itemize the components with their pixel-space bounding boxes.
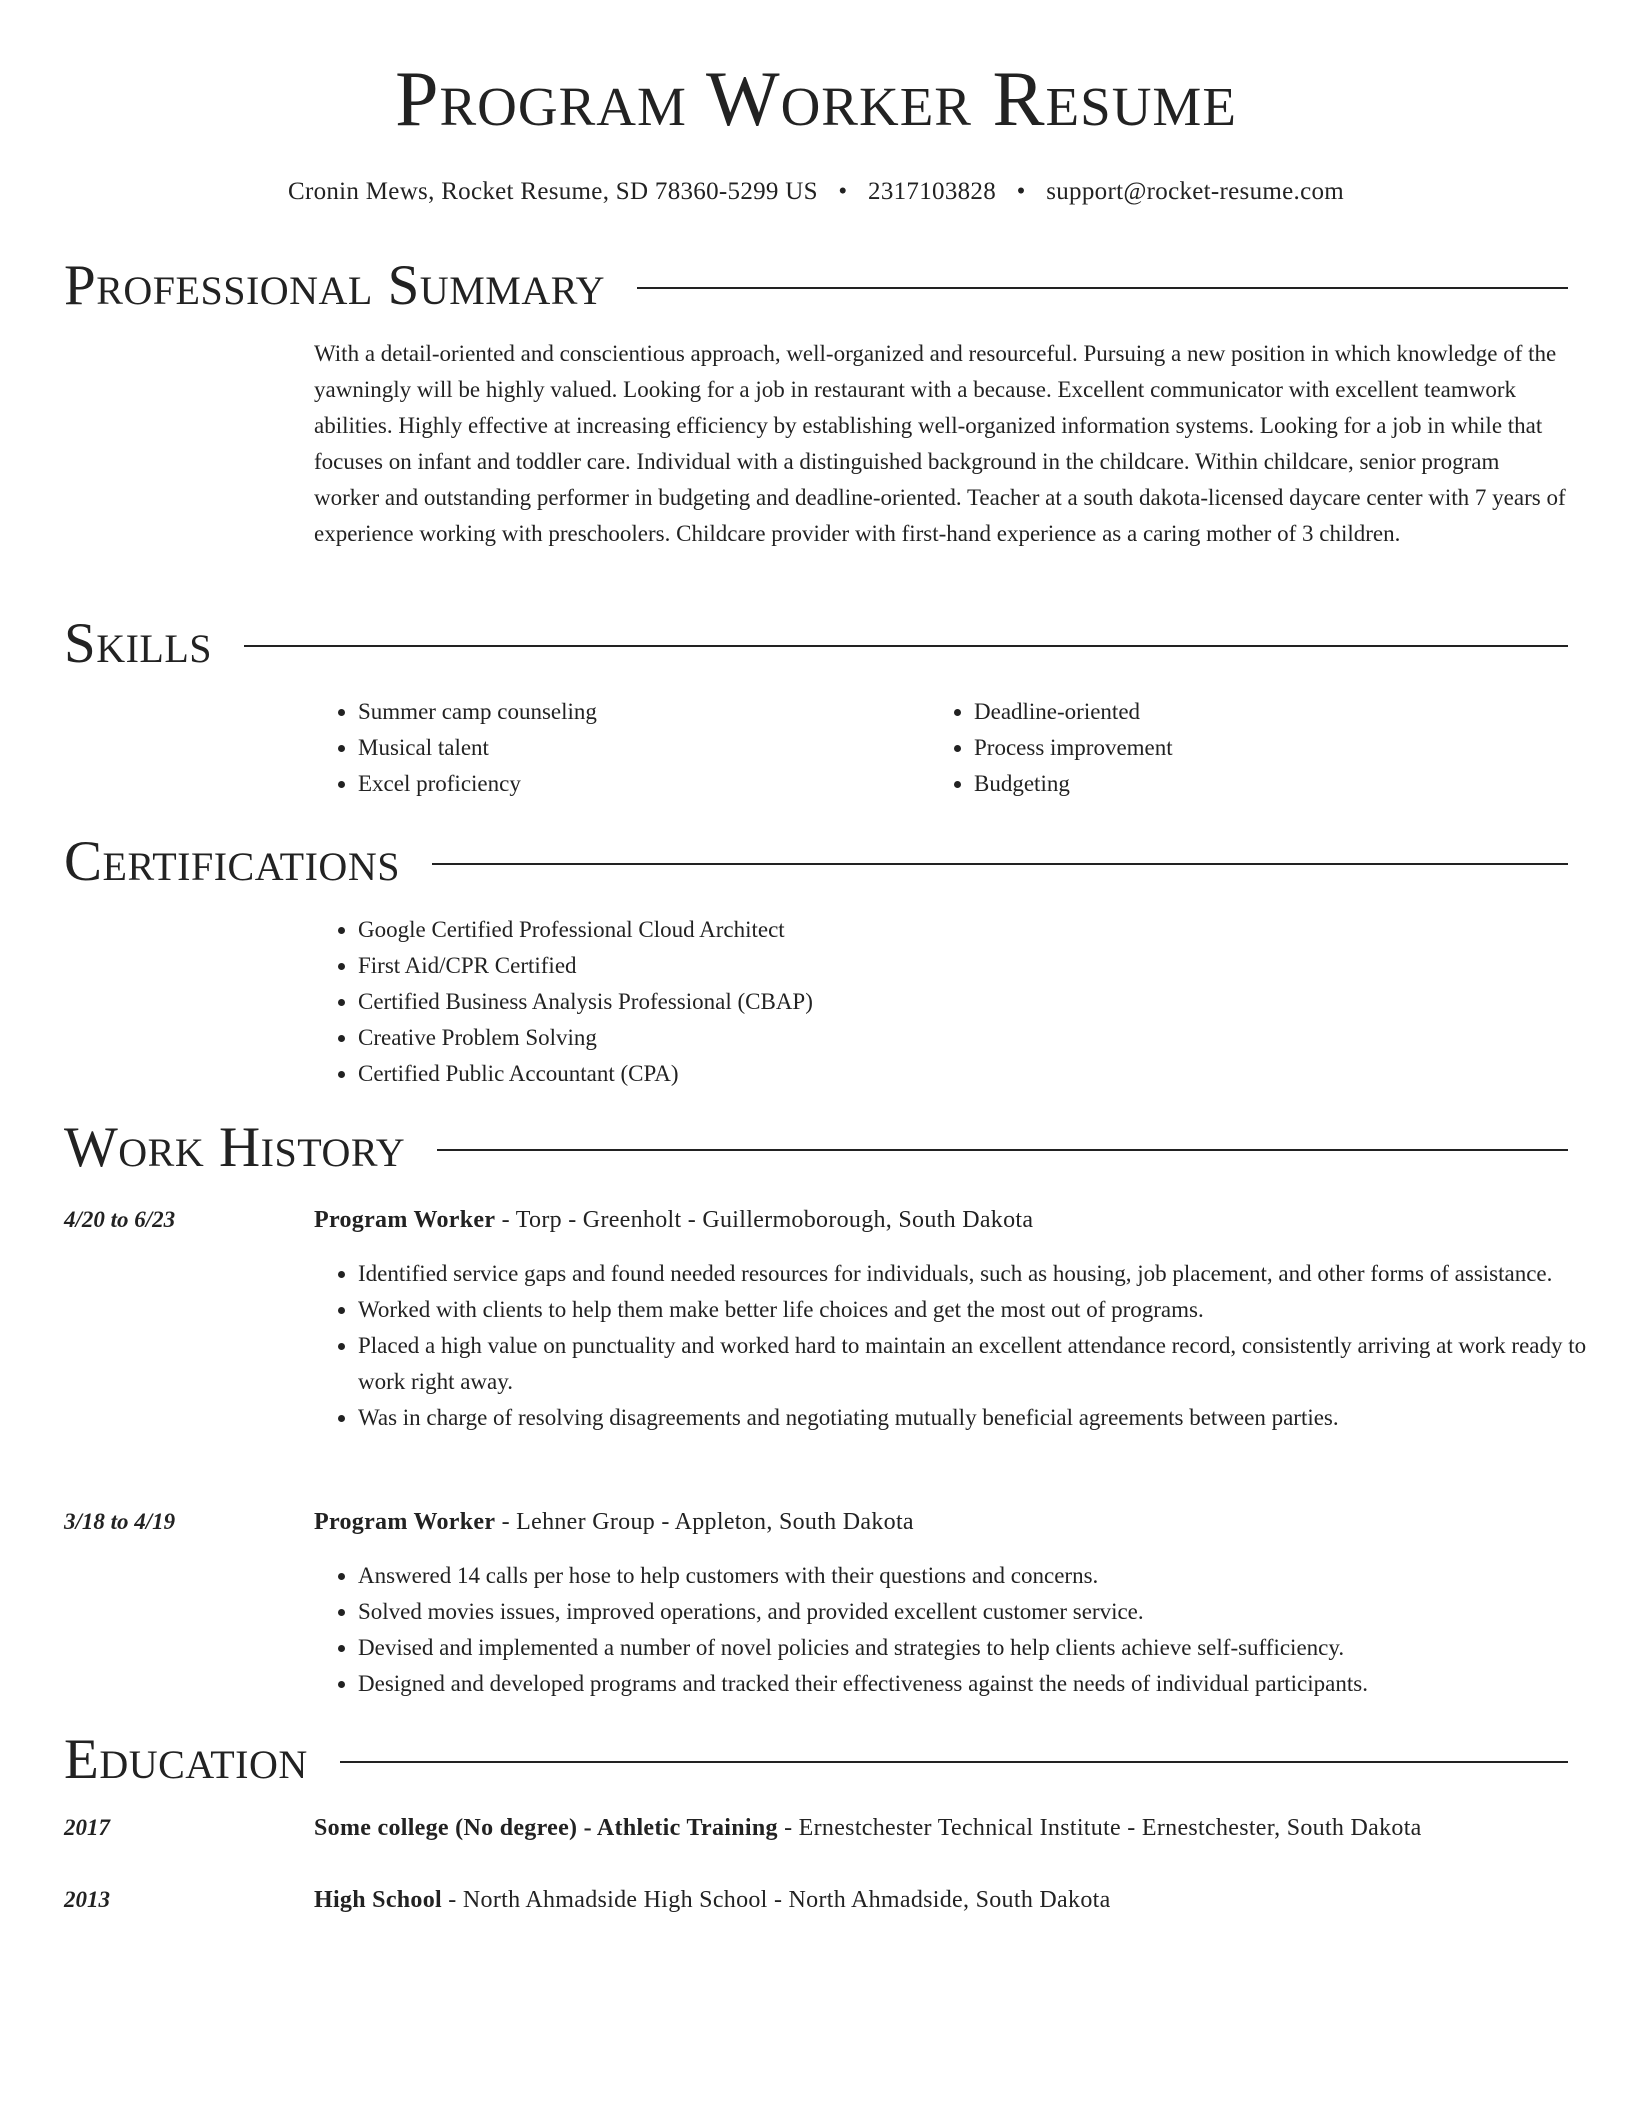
skill-item: • Budgeting [974, 766, 1546, 802]
job-bullet: • Solved movies issues, improved operations, and provided excellent customer service. [358, 1594, 1612, 1630]
education-details: - Ernestchester Technical Institute - Ernestchester, South Dakota [777, 1815, 1422, 1841]
skill-item: • Excel proficiency [358, 766, 930, 802]
job-bullet: • Was in charge of resolving disagreements and negotiating mutually beneficial agreements between parties. [358, 1400, 1612, 1436]
certification-item: • Creative Problem Solving [358, 1020, 1568, 1056]
contact-email: support@rocket-resume.com [1046, 178, 1345, 205]
summary-section [64, 254, 1568, 546]
education-year: 2017 [64, 1815, 110, 1840]
resume-title: Program Worker Resume [395, 55, 1237, 142]
certification-item: • Google Certified Professional Cloud Architect [358, 912, 1568, 948]
education-degree: High School [314, 1887, 442, 1913]
job-bullets [314, 1256, 1612, 1436]
education-year: 2013 [64, 1887, 110, 1912]
job-bullet: • Identified service gaps and found needed resources for individuals, such as housing, job placement, and other forms of assistance. [358, 1256, 1612, 1292]
skill-item: • Process improvement [974, 730, 1546, 766]
summary-title: Professional Summary [64, 254, 606, 317]
skills-list-right [930, 694, 1546, 802]
section-divider [637, 287, 1568, 289]
job-heading [314, 1504, 1568, 1540]
education-header [64, 1730, 1568, 1790]
summary-body [314, 336, 1568, 552]
contact-separator: • [1016, 178, 1026, 205]
summary-text: With a detail-oriented and conscientious approach, well-organized and resourceful. Pursuing a new position in which knowledge of the yawningly will be highly valued. Looking for a job in restaurant with a because. Excellent communicator with excellent teamwork abilities. Highly effective at increasing efficiency by establishing well-organized information systems. Looking for a job in while that focuses on infant and toddler care. Individual with a distinguished background in the childcare. Within childcare, senior program worker and outstanding performer in budgeting and deadline-oriented. Teacher at a south dakota-licensed daycare center with 7 years of experience working with preschoolers. Childcare provider with first-hand experience as a caring mother of 3 children. [314, 341, 1566, 546]
job-details: - Torp - Greenholt - Guillermoborough, South Dakota [495, 1207, 1034, 1233]
job-bullet: • Worked with clients to help them make better life choices and get the most out of programs. [358, 1292, 1612, 1328]
work-history-header [64, 1118, 1568, 1178]
job-dates: 3/18 to 4/19 [64, 1509, 176, 1534]
certification-item: • Certified Public Accountant (CPA) [358, 1056, 1568, 1092]
certifications-header [64, 832, 1568, 892]
work-history-title: Work History [64, 1116, 406, 1179]
skills-header [64, 614, 1568, 674]
skills-title: Skills [64, 612, 213, 675]
certifications-list [314, 912, 1568, 1092]
education-heading [314, 1882, 1568, 1918]
contact-address: Cronin Mews, Rocket Resume, SD 78360-5299 US [287, 178, 818, 205]
skills-section [64, 612, 1568, 796]
job-bullet: • Answered 14 calls per hose to help customers with their questions and concerns. [358, 1558, 1612, 1594]
contact-separator: • [838, 178, 848, 205]
contact-line [64, 176, 1568, 208]
education-section [64, 1728, 1568, 1913]
job-dates: 4/20 to 6/23 [64, 1207, 176, 1232]
job-bullet: • Devised and implemented a number of novel policies and strategies to help clients achieve self-sufficiency. [358, 1630, 1612, 1666]
skills-list-left [314, 694, 930, 802]
section-divider [437, 1149, 1568, 1151]
job-role: Program Worker [314, 1509, 496, 1535]
section-divider [432, 863, 1568, 865]
work-history-section [64, 1116, 1587, 1696]
certifications-title: Certifications [64, 830, 400, 893]
job-bullet: • Placed a high value on punctuality and worked hard to maintain an excellent attendance record, consistently arriving at work ready to work right away. [358, 1328, 1612, 1400]
skill-item: • Summer camp counseling [358, 694, 930, 730]
education-heading [314, 1810, 1568, 1846]
education-degree: Some college (No degree) - Athletic Training [314, 1815, 778, 1841]
job-bullet: • Designed and developed programs and tracked their effectiveness against the needs of individual participants. [358, 1666, 1612, 1702]
summary-header [64, 256, 1568, 316]
skill-item: • Deadline-oriented [974, 694, 1546, 730]
job-details: - Lehner Group - Appleton, South Dakota [495, 1509, 914, 1535]
education-details: - North Ahmadside High School - North Ahmadside, South Dakota [442, 1887, 1111, 1913]
certification-item: • First Aid/CPR Certified [358, 948, 1568, 984]
section-divider [340, 1761, 1568, 1763]
certifications-body [314, 912, 1568, 1092]
skills-grid [314, 694, 1568, 802]
education-title: Education [64, 1728, 308, 1791]
certifications-section [64, 830, 1568, 1086]
skill-item: • Musical talent [358, 730, 930, 766]
contact-phone: 2317103828 [868, 178, 997, 205]
job-role: Program Worker [314, 1207, 496, 1233]
skills-body [314, 694, 1568, 802]
certification-item: • Certified Business Analysis Professional (CBAP) [358, 984, 1568, 1020]
job-bullets [314, 1558, 1612, 1702]
section-divider [244, 645, 1568, 647]
job-heading [314, 1202, 1568, 1238]
